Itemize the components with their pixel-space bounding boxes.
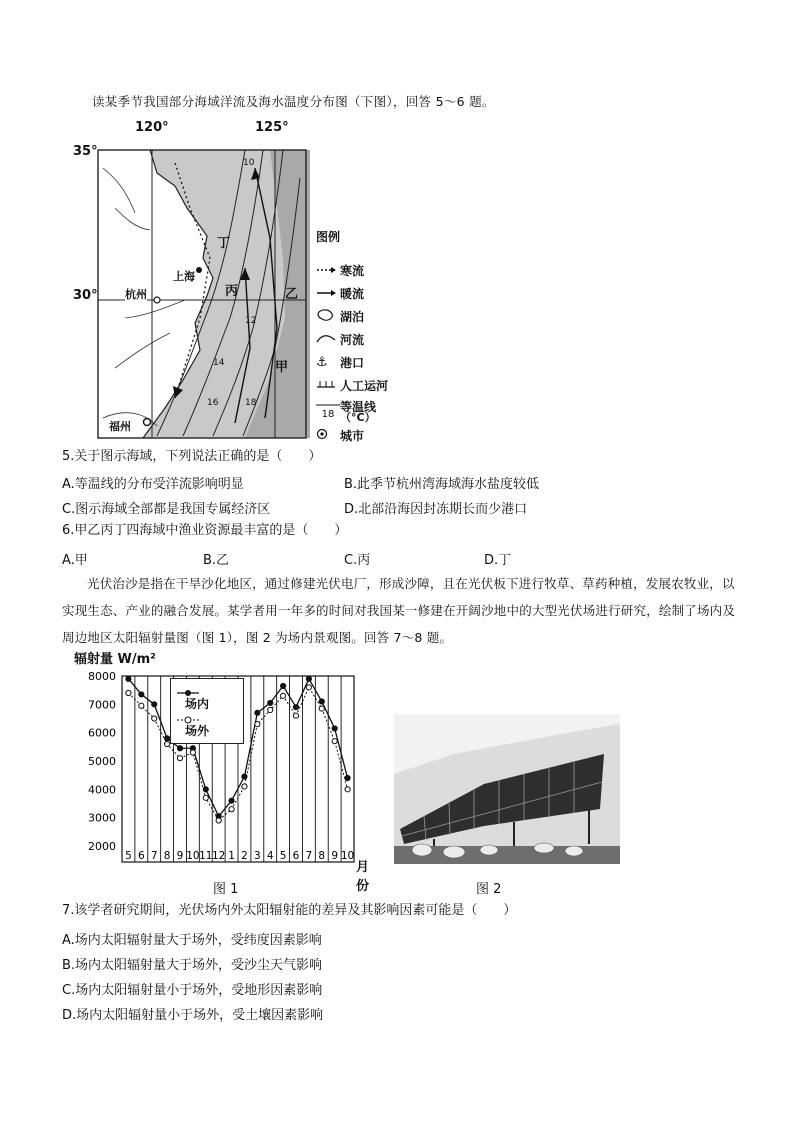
data-point [293,705,298,710]
q7-option-d: D.场内太阳辐射量小于场外，受土壤因素影响 [62,1008,324,1023]
data-point [319,706,324,711]
city-label-shanghai: 上海 [173,270,195,283]
legend-title: 图例 [316,230,341,244]
x-tick-label: 6 [137,850,145,862]
q6-option-a: A.甲 [62,553,88,568]
q5-option-b: B.此季节杭州湾海域海水盐度较低 [344,477,540,492]
region-label-yi: 乙 [285,287,299,302]
data-point [139,692,144,697]
isotherm-label: 14 [213,358,225,368]
q5-option-c: C.图示海域全部都是我国专属经济区 [62,502,271,517]
data-point [229,807,234,812]
question-6-stem: 6.甲乙丙丁四海域中渔业资源最丰富的是（ ） [62,523,348,538]
region-label-jia: 甲 [275,360,289,375]
legend-isotherm-sample: 18 [321,409,335,420]
x-tick-label: 9 [176,850,184,862]
isotherm-label: 12 [245,316,257,326]
q7-option-b: B.场内太阳辐射量大于场外，受沙尘天气影响 [62,958,323,973]
data-point [139,703,144,708]
lon-label-125: 125° [255,120,289,135]
isotherm-label: 16 [207,398,219,408]
legend-label: 河流 [340,333,365,347]
data-point [242,784,247,789]
legend-label-inside: 场内 [185,697,210,711]
legend-isotherm-detail [316,409,396,425]
data-point [165,741,170,746]
legend-label: 等温线 [340,399,377,414]
legend-label-outside: 场外 [185,724,210,738]
data-point [126,676,131,681]
y-tick-label: 4000 [88,783,116,797]
context-paragraph: 光伏治沙是指在干旱沙化地区，通过修建光伏电厂，形成沙障，且在光伏板下进行牧草、草药种植，发展农牧业，以实现生态、产业的融合发展。某学者用一年多的时间对我国某一修建在开阔沙地中的大型光伏场进行研究，绘制了场内及周边地区太阳辐射量图（图 1），图 2 为场内景观图。回答 7～8 题。 [62,576,736,645]
q6-option-b: B.乙 [203,553,230,568]
isotherm-label: 10 [243,158,255,168]
figure-1-caption: 图 1 [213,882,239,897]
city-label-hangzhou: 杭州 [125,288,147,301]
canal-icon [316,378,340,393]
legend-label: 港口 [340,356,365,370]
data-point [293,713,298,718]
q6-option-d: D.丁 [484,553,512,568]
x-tick-label: 6 [292,850,300,862]
lat-label-30: 30° [73,288,98,303]
y-tick-label: 7000 [88,698,116,712]
data-point [281,693,286,698]
question-7-stem: 7.该学者研究期间，光伏场内外太阳辐射能的差异及其影响因素可能是（ ） [62,903,517,918]
data-point [306,685,311,690]
legend-label: 湖泊 [340,310,365,324]
legend-label: 人工运河 [340,379,389,393]
data-point [332,739,337,744]
legend-item [316,425,396,445]
data-point [268,700,273,705]
data-point [203,795,208,800]
y-tick-label: 8000 [88,670,116,683]
lon-label-120: 120° [135,120,169,135]
x-tick-label: 8 [318,850,326,862]
chart-legend [170,678,244,744]
question-5-stem: 5.关于图示海域，下列说法正确的是（ ） [62,449,322,464]
data-point [268,707,273,712]
data-point [281,683,286,688]
data-point [345,775,350,780]
data-point [319,699,324,704]
x-tick-label: 1 [228,850,235,862]
river-icon [316,332,340,347]
x-tick-label: 8 [163,850,171,862]
x-tick-label: 3 [253,850,261,862]
x-tick-label: 7 [305,850,313,862]
map-figure [95,118,310,443]
legend-label: 暖流 [340,287,365,301]
dotted-arrow-icon [316,264,340,278]
legend-label: 城市 [340,428,365,443]
legend-item [316,374,396,397]
y-tick-label: 3000 [88,811,116,825]
q5-option-a: A.等温线的分布受洋流影响明显 [62,477,244,492]
x-tick-label: 10 [186,850,200,862]
map-legend [316,228,396,445]
x-tick-label: 2 [241,850,248,862]
city-icon [316,428,340,443]
x-tick-label: 9 [331,850,339,862]
q5-option-d: D.北部沿海因封冻期长而少港口 [344,502,528,517]
q7-option-c: C.场内太阳辐射量小于场外，受地形因素影响 [62,983,323,998]
data-point [177,746,182,751]
y-tick-label: 6000 [88,726,116,740]
data-point [203,787,208,792]
ocean-current-map [73,118,310,443]
map-intro: 读某季节我国部分海域洋流及海水温度分布图（下图），回答 5～6 题。 [92,94,495,109]
legend-item [316,259,396,282]
x-tick-label: 11 [199,850,213,862]
x-tick-label: 12 [211,850,226,862]
data-point [152,716,157,721]
legend-item [316,305,396,328]
anchor-icon: ⚓ [316,355,328,370]
data-point [126,690,131,695]
data-point [177,756,182,761]
x-tick-label: 5 [279,850,287,862]
data-point [332,726,337,731]
data-point [229,798,234,803]
q6-option-c: C.丙 [344,553,371,568]
x-tick-label: 7 [150,850,158,862]
legend-isotherm-unit: （°C） [340,411,376,424]
lat-label-35: 35° [73,144,98,159]
x-tick-label: 10 [340,850,355,862]
legend-label: 寒流 [340,264,365,278]
legend-item [316,328,396,351]
region-label-bing: 丙 [225,284,239,299]
data-point [216,818,221,823]
data-point [306,676,311,681]
y-tick-label: 5000 [88,755,116,768]
legend-item [316,351,396,374]
region-label-ding: 丁 [217,236,231,251]
x-tick-label: 4 [266,850,274,862]
data-point [255,710,260,715]
isotherm-label: 18 [245,398,257,408]
data-point [152,702,157,707]
city-label-fuzhou: 福州 [109,420,131,433]
solid-arrow-icon [316,287,340,301]
x-tick-label: 5 [125,850,132,862]
q7-option-a: A.场内太阳辐射量大于场外，受纬度因素影响 [62,933,322,948]
solar-field-photo [394,714,620,864]
figure-2-caption: 图 2 [476,882,502,897]
lake-icon [316,308,340,325]
chart-ylabel: 辐射量 W/m² [74,652,156,667]
data-point [190,750,195,755]
legend-item [316,282,396,305]
y-tick-label: 2000 [88,840,116,853]
data-point [345,787,350,792]
chart-xlabel: 月份 [356,860,370,894]
data-point [255,722,260,727]
